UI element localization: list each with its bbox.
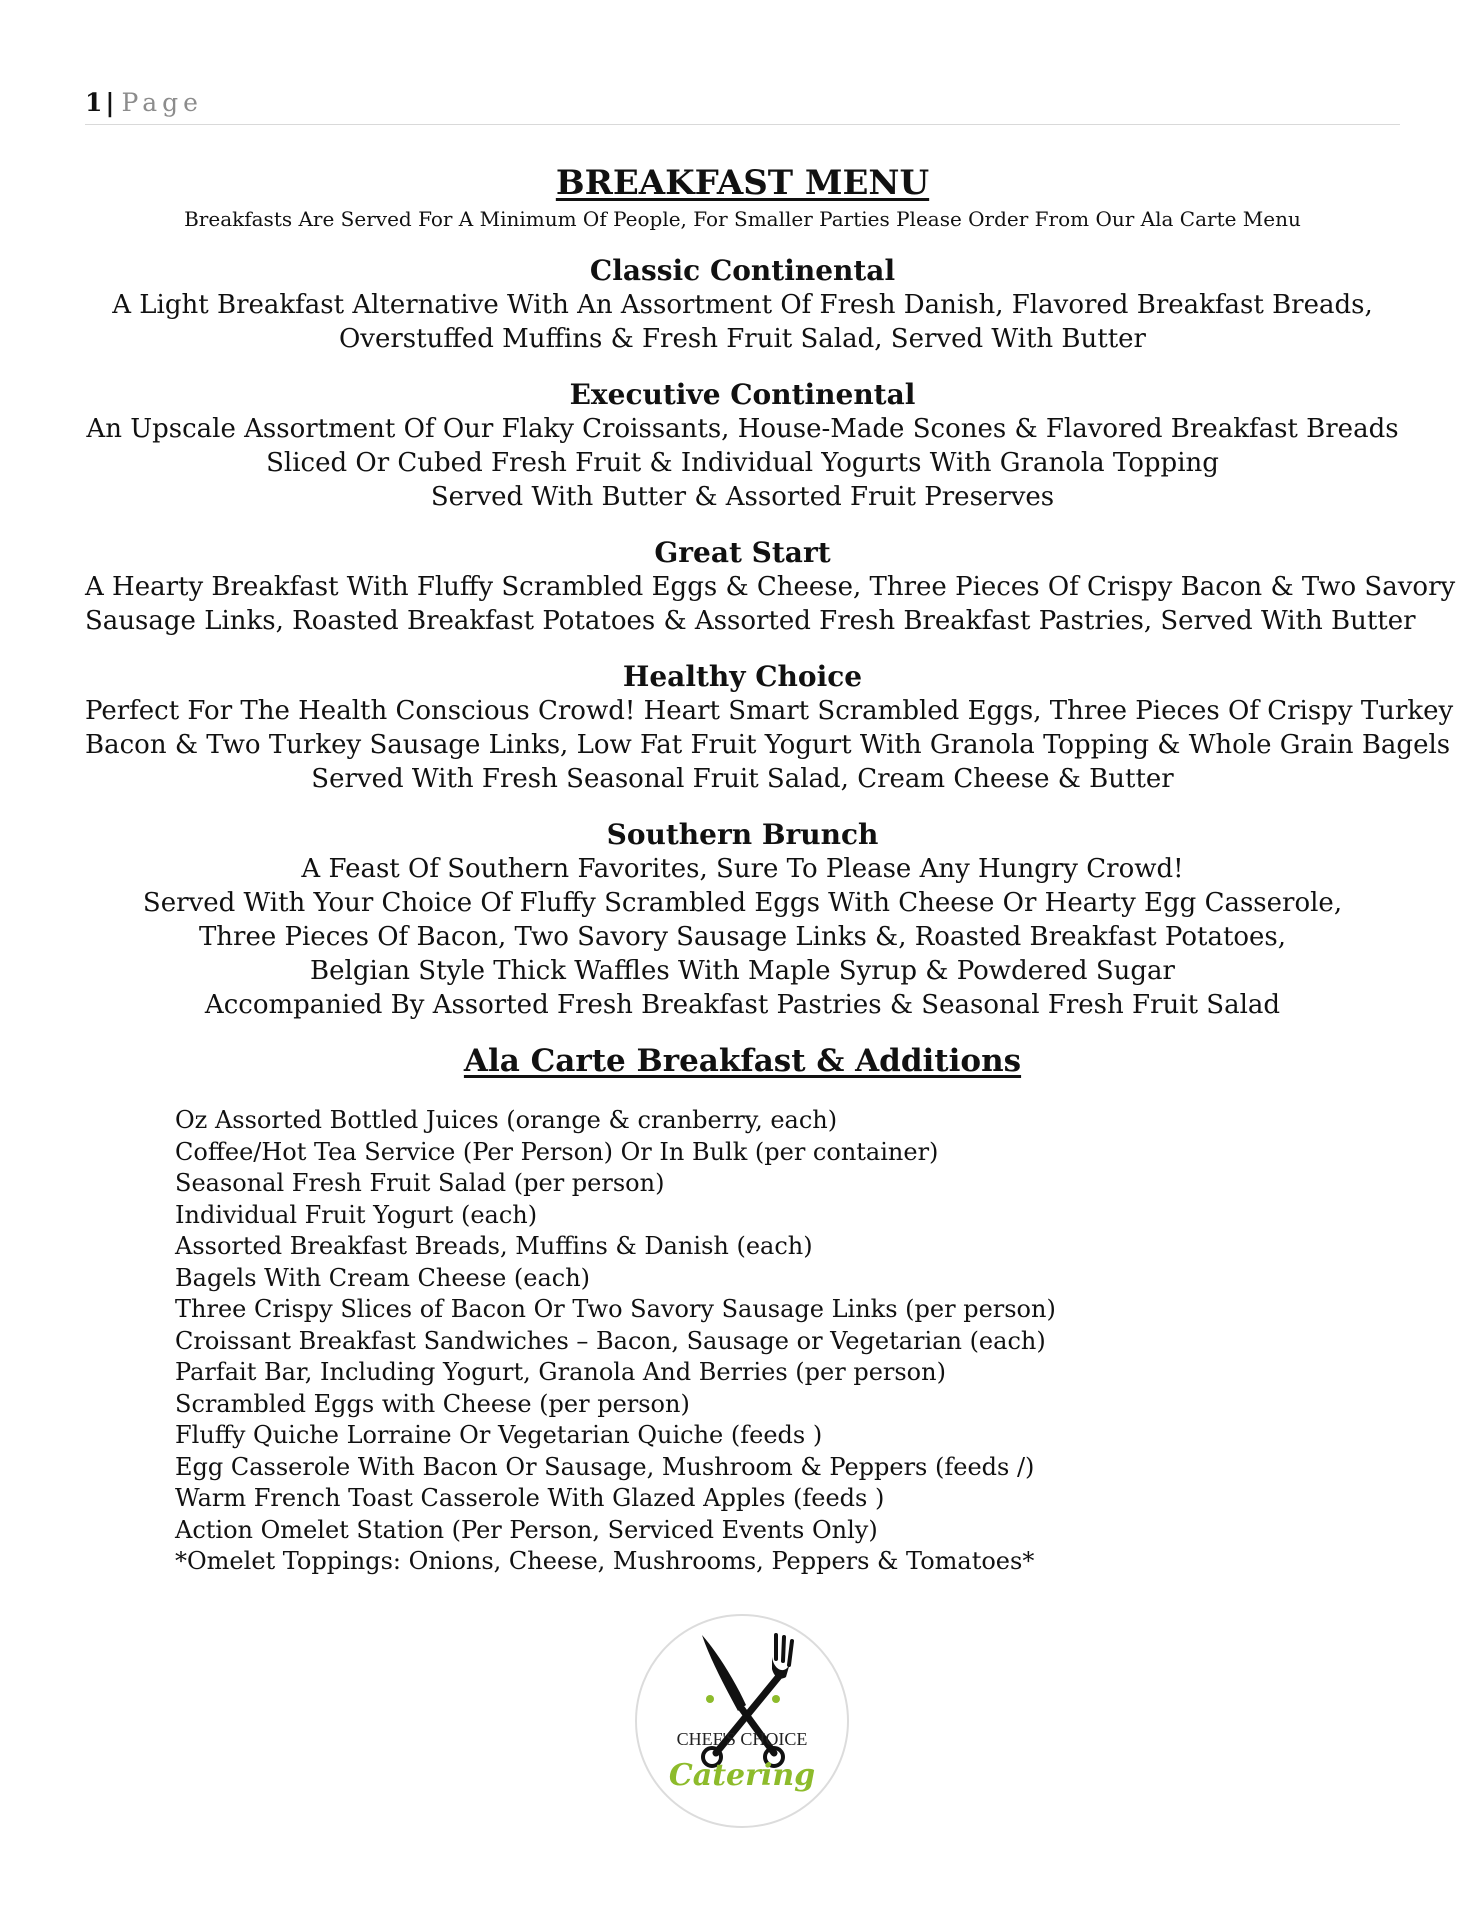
logo-line2: Catering <box>668 1758 816 1793</box>
list-item: Coffee/Hot Tea Service (Per Person) Or In Bulk (per container) <box>175 1137 939 1166</box>
section-title: Southern Brunch <box>606 818 879 851</box>
section-description-line: A Light Breakfast Alternative With An Assortment Of Fresh Danish, Flavored Breakfast Breads, <box>112 290 1373 320</box>
alacarte-title: Ala Carte Breakfast & Additions <box>463 1043 1022 1079</box>
list-item: Scrambled Eggs with Cheese (per person) <box>175 1389 690 1418</box>
section-description-line: Served With Butter & Assorted Fruit Preserves <box>430 482 1055 512</box>
section-description-line: Bacon & Two Turkey Sausage Links, Low Fat Fruit Yogurt With Granola Topping & Whole Grain Bagels <box>85 730 1451 760</box>
accent-dot <box>772 1695 780 1703</box>
list-item: Bagels With Cream Cheese (each) <box>175 1263 591 1292</box>
section-title: Healthy Choice <box>622 660 863 693</box>
section-description-line: Sausage Links, Roasted Breakfast Potatoes & Assorted Fresh Breakfast Pastries, Served With Butter <box>85 606 1416 636</box>
section-description-line: Sliced Or Cubed Fresh Fruit & Individual Yogurts With Granola Topping <box>266 448 1219 478</box>
section-title: Great Start <box>654 536 831 569</box>
section-great-start <box>85 536 1456 638</box>
section-southern-brunch <box>85 818 1400 1022</box>
page-separator: | <box>105 88 116 117</box>
list-item: Seasonal Fresh Fruit Salad (per person) <box>175 1169 665 1197</box>
page-number: 1 <box>85 88 104 117</box>
page-word: Page <box>121 88 203 117</box>
section-title: Executive Continental <box>569 378 916 411</box>
section-classic-continental <box>85 254 1400 356</box>
list-item: Oz Assorted Bottled Juices (orange & cranberry, each) <box>175 1106 838 1134</box>
accent-dot <box>706 1695 714 1703</box>
list-item: Individual Fruit Yogurt (each) <box>175 1200 538 1229</box>
list-item: Parfait Bar, Including Yogurt, Granola And Berries (per person) <box>175 1358 946 1386</box>
list-item: Croissant Breakfast Sandwiches – Bacon, Sausage or Vegetarian (each) <box>175 1326 1046 1355</box>
list-item: Fluffy Quiche Lorraine Or Vegetarian Quiche (feeds ) <box>175 1421 823 1449</box>
list-item: Three Crispy Slices of Bacon Or Two Savory Sausage Links (per person) <box>175 1295 1056 1323</box>
section-description-line: An Upscale Assortment Of Our Flaky Croissants, House-Made Scones & Flavored Breakfast Breads <box>86 414 1399 444</box>
section-description-line: Three Pieces Of Bacon, Two Savory Sausage Links &, Roasted Breakfast Potatoes, <box>198 922 1287 952</box>
list-item: *Omelet Toppings: Onions, Cheese, Mushrooms, Peppers & Tomatoes* <box>175 1547 1035 1575</box>
logo-line1: CHEF'S CHOICE <box>676 1729 808 1749</box>
section-description-line: Accompanied By Assorted Fresh Breakfast Pastries & Seasonal Fresh Fruit Salad <box>204 990 1281 1020</box>
section-description-line: A Feast Of Southern Favorites, Sure To Please Any Hungry Crowd! <box>301 854 1184 884</box>
list-item: Assorted Breakfast Breads, Muffins & Danish (each) <box>175 1232 813 1260</box>
alacarte-list <box>175 1105 1056 1578</box>
page-header <box>85 88 1400 125</box>
chefs-choice-logo <box>634 1613 850 1829</box>
section-description-line: Overstuffed Muffins & Fresh Fruit Salad, Served With Butter <box>338 324 1146 354</box>
section-description-line: Belgian Style Thick Waffles With Maple Syrup & Powdered Sugar <box>310 956 1175 986</box>
section-healthy-choice <box>85 660 1454 796</box>
section-description-line: Perfect For The Health Conscious Crowd! Heart Smart Scrambled Eggs, Three Pieces Of Crispy Turkey <box>85 696 1454 726</box>
menu-content <box>85 162 1456 1106</box>
section-description-line: Served With Fresh Seasonal Fruit Salad, Cream Cheese & Butter <box>311 764 1174 794</box>
list-item: Warm French Toast Casserole With Glazed Apples (feeds ) <box>175 1484 885 1512</box>
section-title: Classic Continental <box>589 254 896 287</box>
section-executive-continental <box>85 378 1400 514</box>
list-item: Egg Casserole With Bacon Or Sausage, Mushroom & Peppers (feeds /) <box>175 1452 1035 1481</box>
menu-title: BREAKFAST MENU <box>555 163 930 203</box>
list-item: Action Omelet Station (Per Person, Serviced Events Only) <box>175 1515 878 1544</box>
logo-graphic <box>634 1613 850 1829</box>
section-description-line: Served With Your Choice Of Fluffy Scrambled Eggs With Cheese Or Hearty Egg Casserole, <box>142 888 1343 918</box>
menu-subtitle: Breakfasts Are Served For A Minimum Of People, For Smaller Parties Please Order From Our Ala Carte Menu <box>184 207 1301 231</box>
section-description-line: A Hearty Breakfast With Fluffy Scrambled Eggs & Cheese, Three Pieces Of Crispy Bacon & Two Savory <box>85 572 1456 602</box>
